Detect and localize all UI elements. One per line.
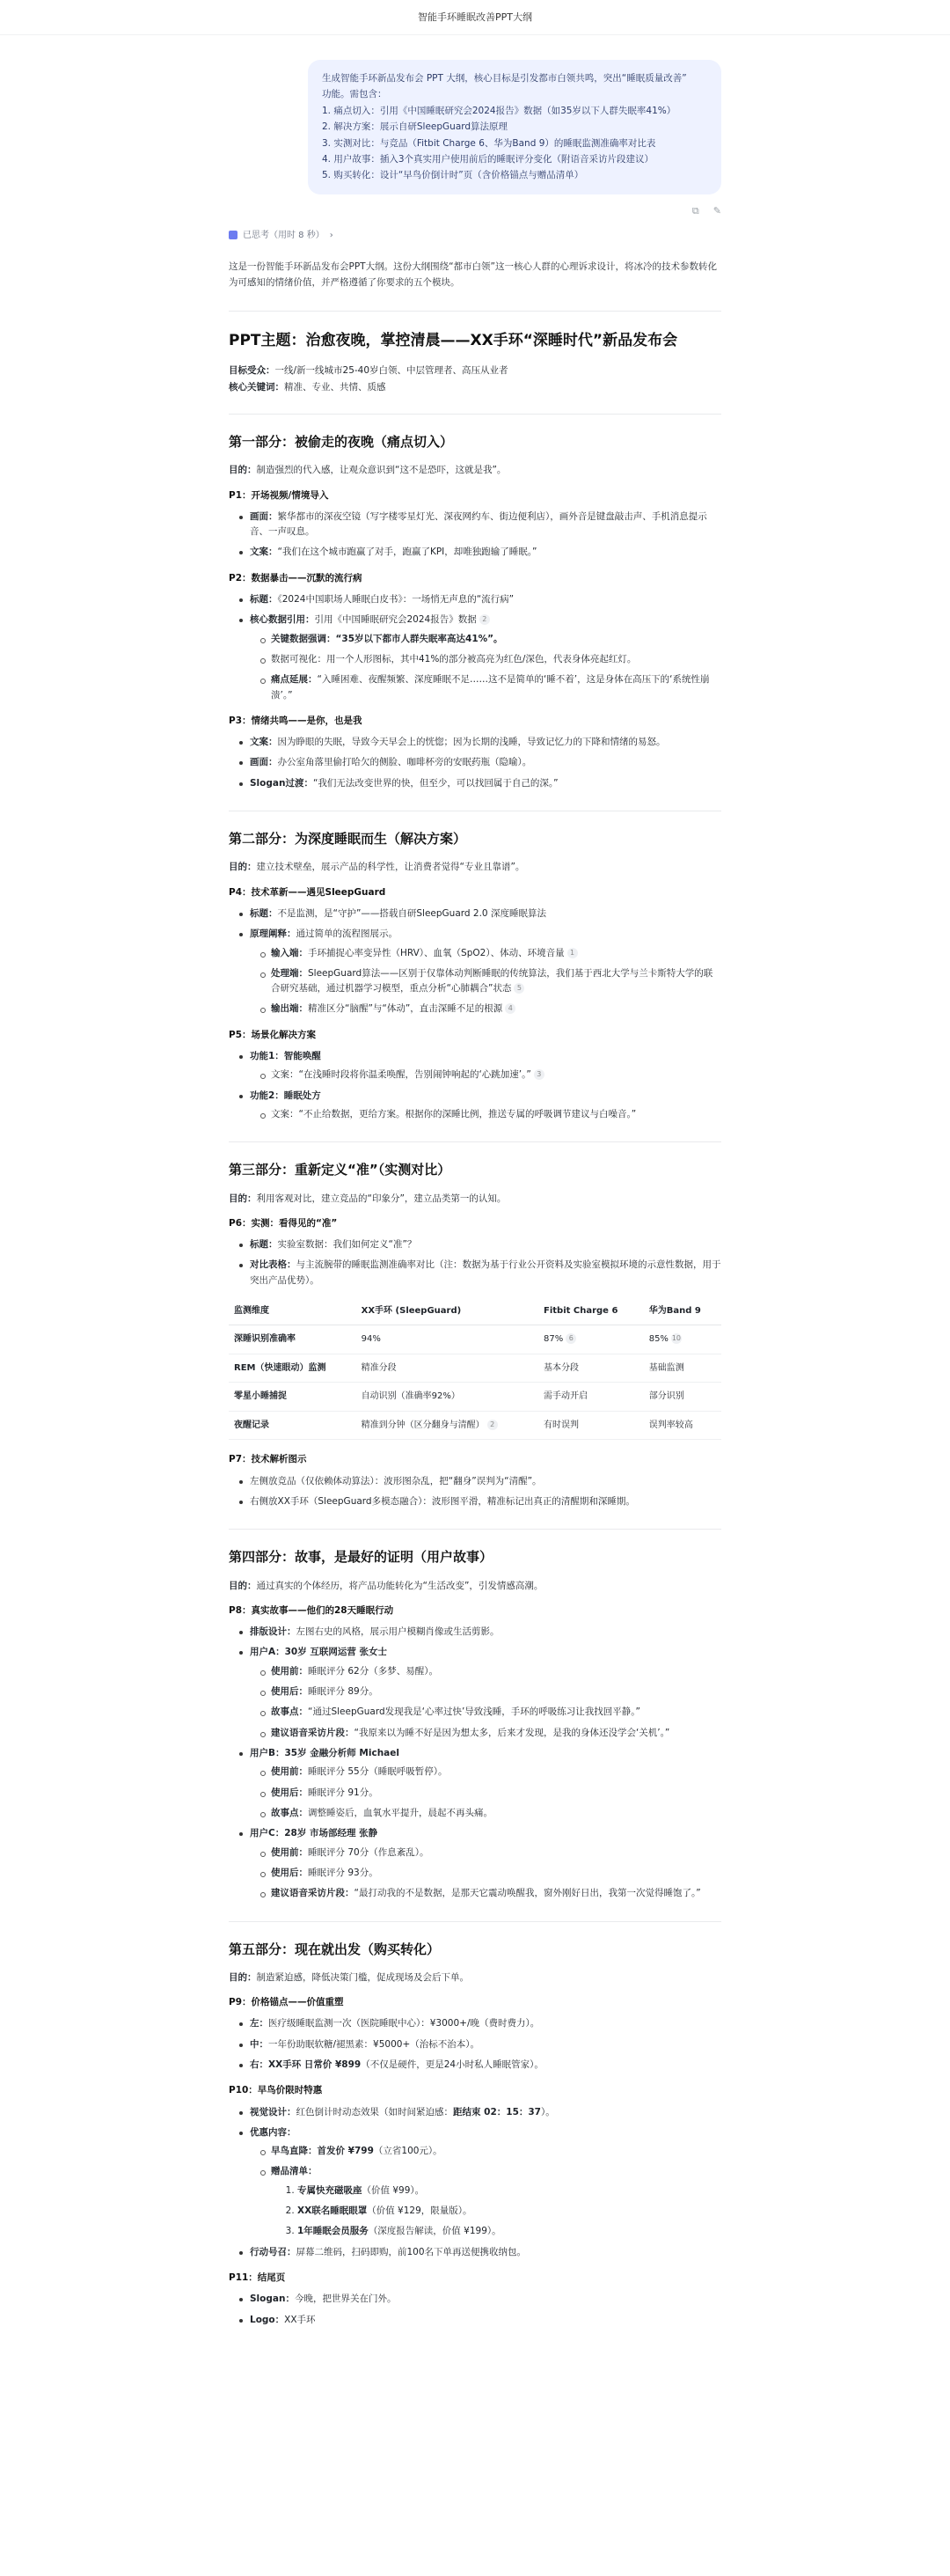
- message-actions: [229, 203, 721, 218]
- list-item: 对比表格：与主流腕带的睡眠监测准确率对比（注：数据为基于行业公开资料及实验室模拟环境的示意性数据，用于突出产品优势）。: [239, 1258, 721, 1288]
- slide-heading: P10：早鸟价限时特惠: [229, 2085, 323, 2096]
- slide-heading: P3：情绪共鸣——是你，也是我: [229, 715, 362, 726]
- divider: [229, 311, 721, 312]
- list-item: 文案：“我们在这个城市跑赢了对手，跑赢了KPI，却唯独跑输了睡眠。”: [239, 545, 721, 560]
- table-cell: 94%: [356, 1325, 538, 1354]
- intro-paragraph: 这是一份智能手环新品发布会PPT大纲。这份大纲围绕“都市白领”这一核心人群的心理诉求设计，将冰冷的技术参数转化为可感知的情绪价值，并严格遵循了你要求的五个模块。: [229, 261, 717, 289]
- table-cell: 误判率较高: [644, 1411, 721, 1440]
- list-item: 故事点：调整睡姿后，血氧水平提升，晨起不再头痛。: [260, 1806, 721, 1821]
- table-row: [229, 1325, 721, 1354]
- section-5: [229, 1940, 721, 2328]
- list-item: 关键数据强调：“35岁以下都市人群失眠率高达41%”。: [260, 632, 721, 647]
- section-goal: 目的：通过真实的个体经历，将产品功能转化为“生活改变”，引发情感高潮。: [229, 1580, 544, 1591]
- section-title: 第三部分：重新定义“准”（实测对比）: [229, 1162, 451, 1178]
- gift-item: 3. 1年睡眠会员服务（深度报告解读，价值 ¥199）。: [297, 2224, 721, 2239]
- section-title: 第四部分：故事，是最好的证明（用户故事）: [229, 1549, 493, 1566]
- ppt-title: PPT主题：治愈夜晚，掌控清晨——XX手环“深睡时代”新品发布会: [229, 332, 678, 350]
- list-item: 功能2：睡眠处方 文案：“不止给数据，更给方案。根据你的深睡比例，推送专属的呼吸调节建议与白噪音。”: [239, 1089, 721, 1123]
- list-item: Logo：XX手环: [239, 2313, 721, 2328]
- slide-heading: P7：技术解析图示: [229, 1454, 307, 1465]
- table-header: XX手环 (SleepGuard): [356, 1297, 538, 1325]
- section-goal: 目的：利用客观对比，建立竞品的“印象分”，建立品类第一的认知。: [229, 1193, 507, 1204]
- citation-badge[interactable]: 2: [487, 1420, 498, 1430]
- list-item: 建议语音采访片段：“最打动我的不是数据，是那天它震动唤醒我，窗外刚好日出，我第一次觉得睡饱了。”: [260, 1886, 721, 1901]
- list-item: 使用后：睡眠评分 89分。: [260, 1684, 721, 1699]
- chevron-right-icon: ›: [329, 230, 333, 240]
- table-cell: 精准分段: [356, 1354, 538, 1383]
- citation-badge[interactable]: 10: [671, 1334, 682, 1343]
- section-3: [229, 1160, 721, 1509]
- citation-badge[interactable]: 4: [505, 1003, 515, 1014]
- divider: [229, 1529, 721, 1530]
- divider: [229, 1141, 721, 1142]
- list-item: 使用前：睡眠评分 55分（睡眠呼吸暂停）。: [260, 1765, 721, 1780]
- table-cell: 有时误判: [538, 1411, 644, 1440]
- citation-badge[interactable]: 5: [514, 983, 524, 994]
- table-cell: 需手动开启: [538, 1383, 644, 1412]
- countdown-text: 距结束 02：15：37: [453, 2106, 541, 2117]
- user-message-line: 功能。需包含：: [322, 89, 387, 100]
- section-title: 第一部分：被偷走的夜晚（痛点切入）: [229, 434, 454, 451]
- thinking-toggle[interactable]: [229, 229, 333, 243]
- gift-item: 2. XX联名睡眠眼罩（价值 ¥129，限量版）。: [297, 2204, 721, 2219]
- slide-heading: P6：实测：看得见的“准”: [229, 1217, 338, 1229]
- list-item: 左：医疗级睡眠监测一次（医院睡眠中心）：¥3000+/晚（费时费力）。: [239, 2016, 721, 2031]
- table-cell: 基础监测: [644, 1354, 721, 1383]
- thinking-label: 已思考（用时 8 秒）: [243, 230, 325, 240]
- user-message-line: 2. 解决方案：展示自研SleepGuard算法原理: [322, 121, 508, 133]
- section-1: [229, 432, 721, 791]
- section-4: [229, 1547, 721, 1901]
- section-title: 第五部分：现在就出发（购买转化）: [229, 1941, 441, 1957]
- table-cell: 85% 10: [644, 1325, 721, 1354]
- table-cell: REM（快速眼动）监测: [229, 1354, 356, 1383]
- top-bar: [0, 0, 950, 35]
- divider: [229, 1921, 721, 1922]
- section-2: [229, 829, 721, 1122]
- table-row: [229, 1383, 721, 1412]
- list-item: 文案：“不止给数据，更给方案。根据你的深睡比例，推送专属的呼吸调节建议与白噪音。”: [260, 1107, 721, 1122]
- list-item: 文案：因为睁眼的失眠，导致今天早会上的恍惚；因为长期的浅睡，导致记忆力的下降和情绪的易怒。: [239, 735, 721, 750]
- list-item: Slogan：今晚，把世界关在门外。: [239, 2292, 721, 2307]
- list-item: 标题：不是监测，是“守护”——搭载自研SleepGuard 2.0 深度睡眠算法: [239, 906, 721, 921]
- edit-icon[interactable]: ✎: [712, 204, 721, 217]
- section-goal: 目的：制造强烈的代入感，让观众意识到“这不是恐吓，这就是我”。: [229, 465, 507, 476]
- conversation-title: 智能手环睡眠改善PPT大纲: [418, 11, 532, 23]
- citation-badge[interactable]: 3: [534, 1069, 544, 1080]
- list-item: 文案：“在浅睡时段将你温柔唤醒，告别闹钟响起的‘心跳加速’。” 3: [260, 1068, 721, 1083]
- list-item: 左侧放竞品（仅依赖体动算法）：波形图杂乱，把“翻身”误判为“清醒”。: [239, 1474, 721, 1489]
- list-item: 右侧放XX手环（SleepGuard多模态融合）：波形图平滑，精准标记出真正的清醒期和深睡期。: [239, 1494, 721, 1509]
- section-goal: 目的：建立技术壁垒，展示产品的科学性，让消费者觉得“专业且靠谱”。: [229, 862, 525, 873]
- list-item: 早鸟直降：首发价 ¥799（立省100元）。: [260, 2144, 721, 2159]
- table-cell: 零星小睡捕捉: [229, 1383, 356, 1412]
- list-item: 标题：实验室数据：我们如何定义“准”？: [239, 1237, 721, 1252]
- table-row: [229, 1411, 721, 1440]
- user-message-line: 5. 购买转化：设计“早鸟价倒计时”页（含价格锚点与赠品清单）: [322, 170, 584, 181]
- slide-heading: P8：真实故事——他们的28天睡眠行动: [229, 1604, 394, 1616]
- slide-heading: P1：开场视频/情境导入: [229, 489, 329, 501]
- divider: [229, 414, 721, 415]
- list-item: 用户B：35岁 金融分析师 Michael 使用前：睡眠评分 55分（睡眠呼吸暂停）。 使用后：睡眠评分 91分。 故事点：调整睡姿后，血氧水平提升，晨起不再头痛。: [239, 1746, 721, 1821]
- slide-heading: P4：技术革新——遇见SleepGuard: [229, 886, 386, 898]
- comparison-table: [229, 1297, 721, 1441]
- table-header: 监测维度: [229, 1297, 356, 1325]
- list-item: 原理阐释：通过简单的流程图展示。 输入端：手环捕捉心率变异性（HRV）、血氧（SpO2）、体动、环境音量 1 处理端：SleepGuard算法——区别于仅靠体动判断睡眠的传统算法，我们基于西北大学与兰卡斯特大学的联合研究基础，通过机器学习模型，重点分析“心肺耦合”状态 5 输出端：精准区分“脑醒”与“体动”，直击深睡不足的根源 4: [239, 927, 721, 1017]
- table-header-row: [229, 1297, 721, 1325]
- slide-heading: P9：价格锚点——价值重塑: [229, 1997, 344, 2008]
- table-cell: 部分识别: [644, 1383, 721, 1412]
- list-item: 中：一年份助眠软糖/褪黑素：¥5000+（治标不治本）。: [239, 2037, 721, 2052]
- user-message-line: 3. 实测对比：与竞品（Fitbit Charge 6、华为Band 9）的睡眠监测准确率对比表: [322, 137, 656, 149]
- table-header: Fitbit Charge 6: [538, 1297, 644, 1325]
- list-item: 优惠内容： 早鸟直降：首发价 ¥799（立省100元）。 赠品清单： 1. 专属快充磁吸座（价值 ¥99）。 2. XX联名睡眠眼罩（价值 ¥129，限量版）。 3. 1年睡眠会员服务（深度报告解读，价值 ¥199）。: [239, 2125, 721, 2240]
- table-cell: 深睡识别准确率: [229, 1325, 356, 1354]
- list-item: 排版设计：左图右史的风格，展示用户模糊肖像或生活剪影。: [239, 1625, 721, 1640]
- table-cell: 精准到分钟（区分翻身与清醒） 2: [356, 1411, 538, 1440]
- list-item: 输入端：手环捕捉心率变异性（HRV）、血氧（SpO2）、体动、环境音量 1: [260, 946, 721, 961]
- user-message-line: 1. 痛点切入：引用《中国睡眠研究会2024报告》数据（如35岁以下人群失眠率41%）: [322, 105, 676, 116]
- citation-badge[interactable]: 2: [479, 614, 490, 625]
- table-header: 华为Band 9: [644, 1297, 721, 1325]
- list-item: 视觉设计：红色倒计时动态效果（如时间紧迫感：距结束 02：15：37）。: [239, 2105, 721, 2120]
- slide-heading: P5：场景化解决方案: [229, 1029, 317, 1040]
- list-item: 痛点延展：“入睡困难、夜醒频繁、深度睡眠不足……这不是简单的‘睡不着’，这是身体在高压下的‘系统性崩溃’。”: [260, 672, 721, 703]
- thinking-icon: [229, 231, 238, 239]
- list-item: 使用前：睡眠评分 62分（多梦、易醒）。: [260, 1664, 721, 1679]
- table-cell: 87% 6: [538, 1325, 644, 1354]
- copy-icon[interactable]: ⧉: [691, 204, 699, 217]
- slide-heading: P2：数据暴击——沉默的流行病: [229, 572, 362, 583]
- list-item: 使用后：睡眠评分 93分。: [260, 1866, 721, 1881]
- user-message-line: 4. 用户故事：插入3个真实用户使用前后的睡眠评分变化（附语音采访片段建议）: [322, 153, 654, 165]
- table-row: [229, 1354, 721, 1383]
- list-item: 功能1：智能唤醒 文案：“在浅睡时段将你温柔唤醒，告别闹钟响起的‘心跳加速’。” 3: [239, 1049, 721, 1083]
- user-message-bubble: [308, 60, 721, 194]
- list-item: 数据可视化：用一个人形图标，其中41%的部分被高亮为红色/深色，代表身体亮起红灯。: [260, 652, 721, 667]
- target-audience: 目标受众：一线/新一线城市25-40岁白领、中层管理者、高压从业者: [229, 364, 508, 376]
- list-item: 用户A：30岁 互联网运营 张女士 使用前：睡眠评分 62分（多梦、易醒）。 使用后：睡眠评分 89分。 故事点：“通过SleepGuard发现我是‘心率过快’导致浅睡，手环的呼吸练习让我找回平静。” 建议语音采访片段：“我原来以为睡不好是因为想太多，后来才发现，是我的身体还没学会‘关机’。”: [239, 1645, 721, 1741]
- list-item: 建议语音采访片段：“我原来以为睡不好是因为想太多，后来才发现，是我的身体还没学会‘关机’。”: [260, 1726, 721, 1741]
- table-cell: 基本分段: [538, 1354, 644, 1383]
- list-item: 输出端：精准区分“脑醒”与“体动”，直击深睡不足的根源 4: [260, 1002, 721, 1016]
- list-item: 赠品清单： 1. 专属快充磁吸座（价值 ¥99）。 2. XX联名睡眠眼罩（价值 ¥129，限量版）。 3. 1年睡眠会员服务（深度报告解读，价值 ¥199）。: [260, 2164, 721, 2239]
- section-title: 第二部分：为深度睡眠而生（解决方案）: [229, 831, 467, 848]
- list-item: 核心数据引用：引用《中国睡眠研究会2024报告》数据 2 关键数据强调：“35岁以下都市人群失眠率高达41%”。 数据可视化：用一个人形图标，其中41%的部分被高亮为红色/深色，代表身体亮起红灯。 痛点延展：“入睡困难、夜醒频繁、深度睡眠不足……这不是简单的‘睡不着’，这是身体在高压下的‘系统性崩溃’。”: [239, 613, 721, 703]
- list-item: 画面：办公室角落里偷打哈欠的侧脸、咖啡杯旁的安眠药瓶（隐喻）。: [239, 755, 721, 770]
- section-goal: 目的：制造紧迫感，降低决策门槛，促成现场及会后下单。: [229, 1971, 469, 1983]
- chat-column: [229, 60, 721, 2328]
- gift-item: 1. 专属快充磁吸座（价值 ¥99）。: [297, 2183, 721, 2198]
- slide-heading: P11：结尾页: [229, 2272, 286, 2284]
- citation-badge[interactable]: 1: [567, 948, 578, 958]
- list-item: 画面：繁华都市的深夜空镜（写字楼零星灯光、深夜网约车、街边便利店），画外音是键盘敲击声、手机消息提示音、一声叹息。: [239, 510, 721, 540]
- list-item: 故事点：“通过SleepGuard发现我是‘心率过快’导致浅睡，手环的呼吸练习让我找回平静。”: [260, 1705, 721, 1720]
- citation-badge[interactable]: 6: [566, 1333, 576, 1344]
- list-item: 用户C：28岁 市场部经理 张静 使用前：睡眠评分 70分（作息紊乱）。 使用后：睡眠评分 93分。 建议语音采访片段：“最打动我的不是数据，是那天它震动唤醒我，窗外刚好日出，我第一次觉得睡饱了。”: [239, 1826, 721, 1901]
- list-item: 右：XX手环 日常价 ¥899（不仅是硬件，更是24小时私人睡眠管家）。: [239, 2058, 721, 2073]
- table-cell: 自动识别（准确率92%）: [356, 1383, 538, 1412]
- table-cell: 夜醒记录: [229, 1411, 356, 1440]
- list-item: 行动号召：屏幕二维码，扫码即购，前100名下单再送便携收纳包。: [239, 2245, 721, 2260]
- list-item: 处理端：SleepGuard算法——区别于仅靠体动判断睡眠的传统算法，我们基于西北大学与兰卡斯特大学的联合研究基础，通过机器学习模型，重点分析“心肺耦合”状态 5: [260, 966, 721, 997]
- user-message-line: 生成智能手环新品发布会 PPT 大纲，核心目标是引发都市白领共鸣，突出“睡眠质量改善”: [322, 73, 687, 84]
- list-item: Slogan过渡：“我们无法改变世界的快，但至少，可以找回属于自己的深。”: [239, 776, 721, 791]
- core-keywords: 核心关键词：精准、专业、共情、质感: [229, 381, 386, 393]
- list-item: 标题：《2024中国职场人睡眠白皮书》：一场悄无声息的“流行病”: [239, 592, 721, 607]
- list-item: 使用前：睡眠评分 70分（作息紊乱）。: [260, 1846, 721, 1860]
- list-item: 使用后：睡眠评分 91分。: [260, 1786, 721, 1801]
